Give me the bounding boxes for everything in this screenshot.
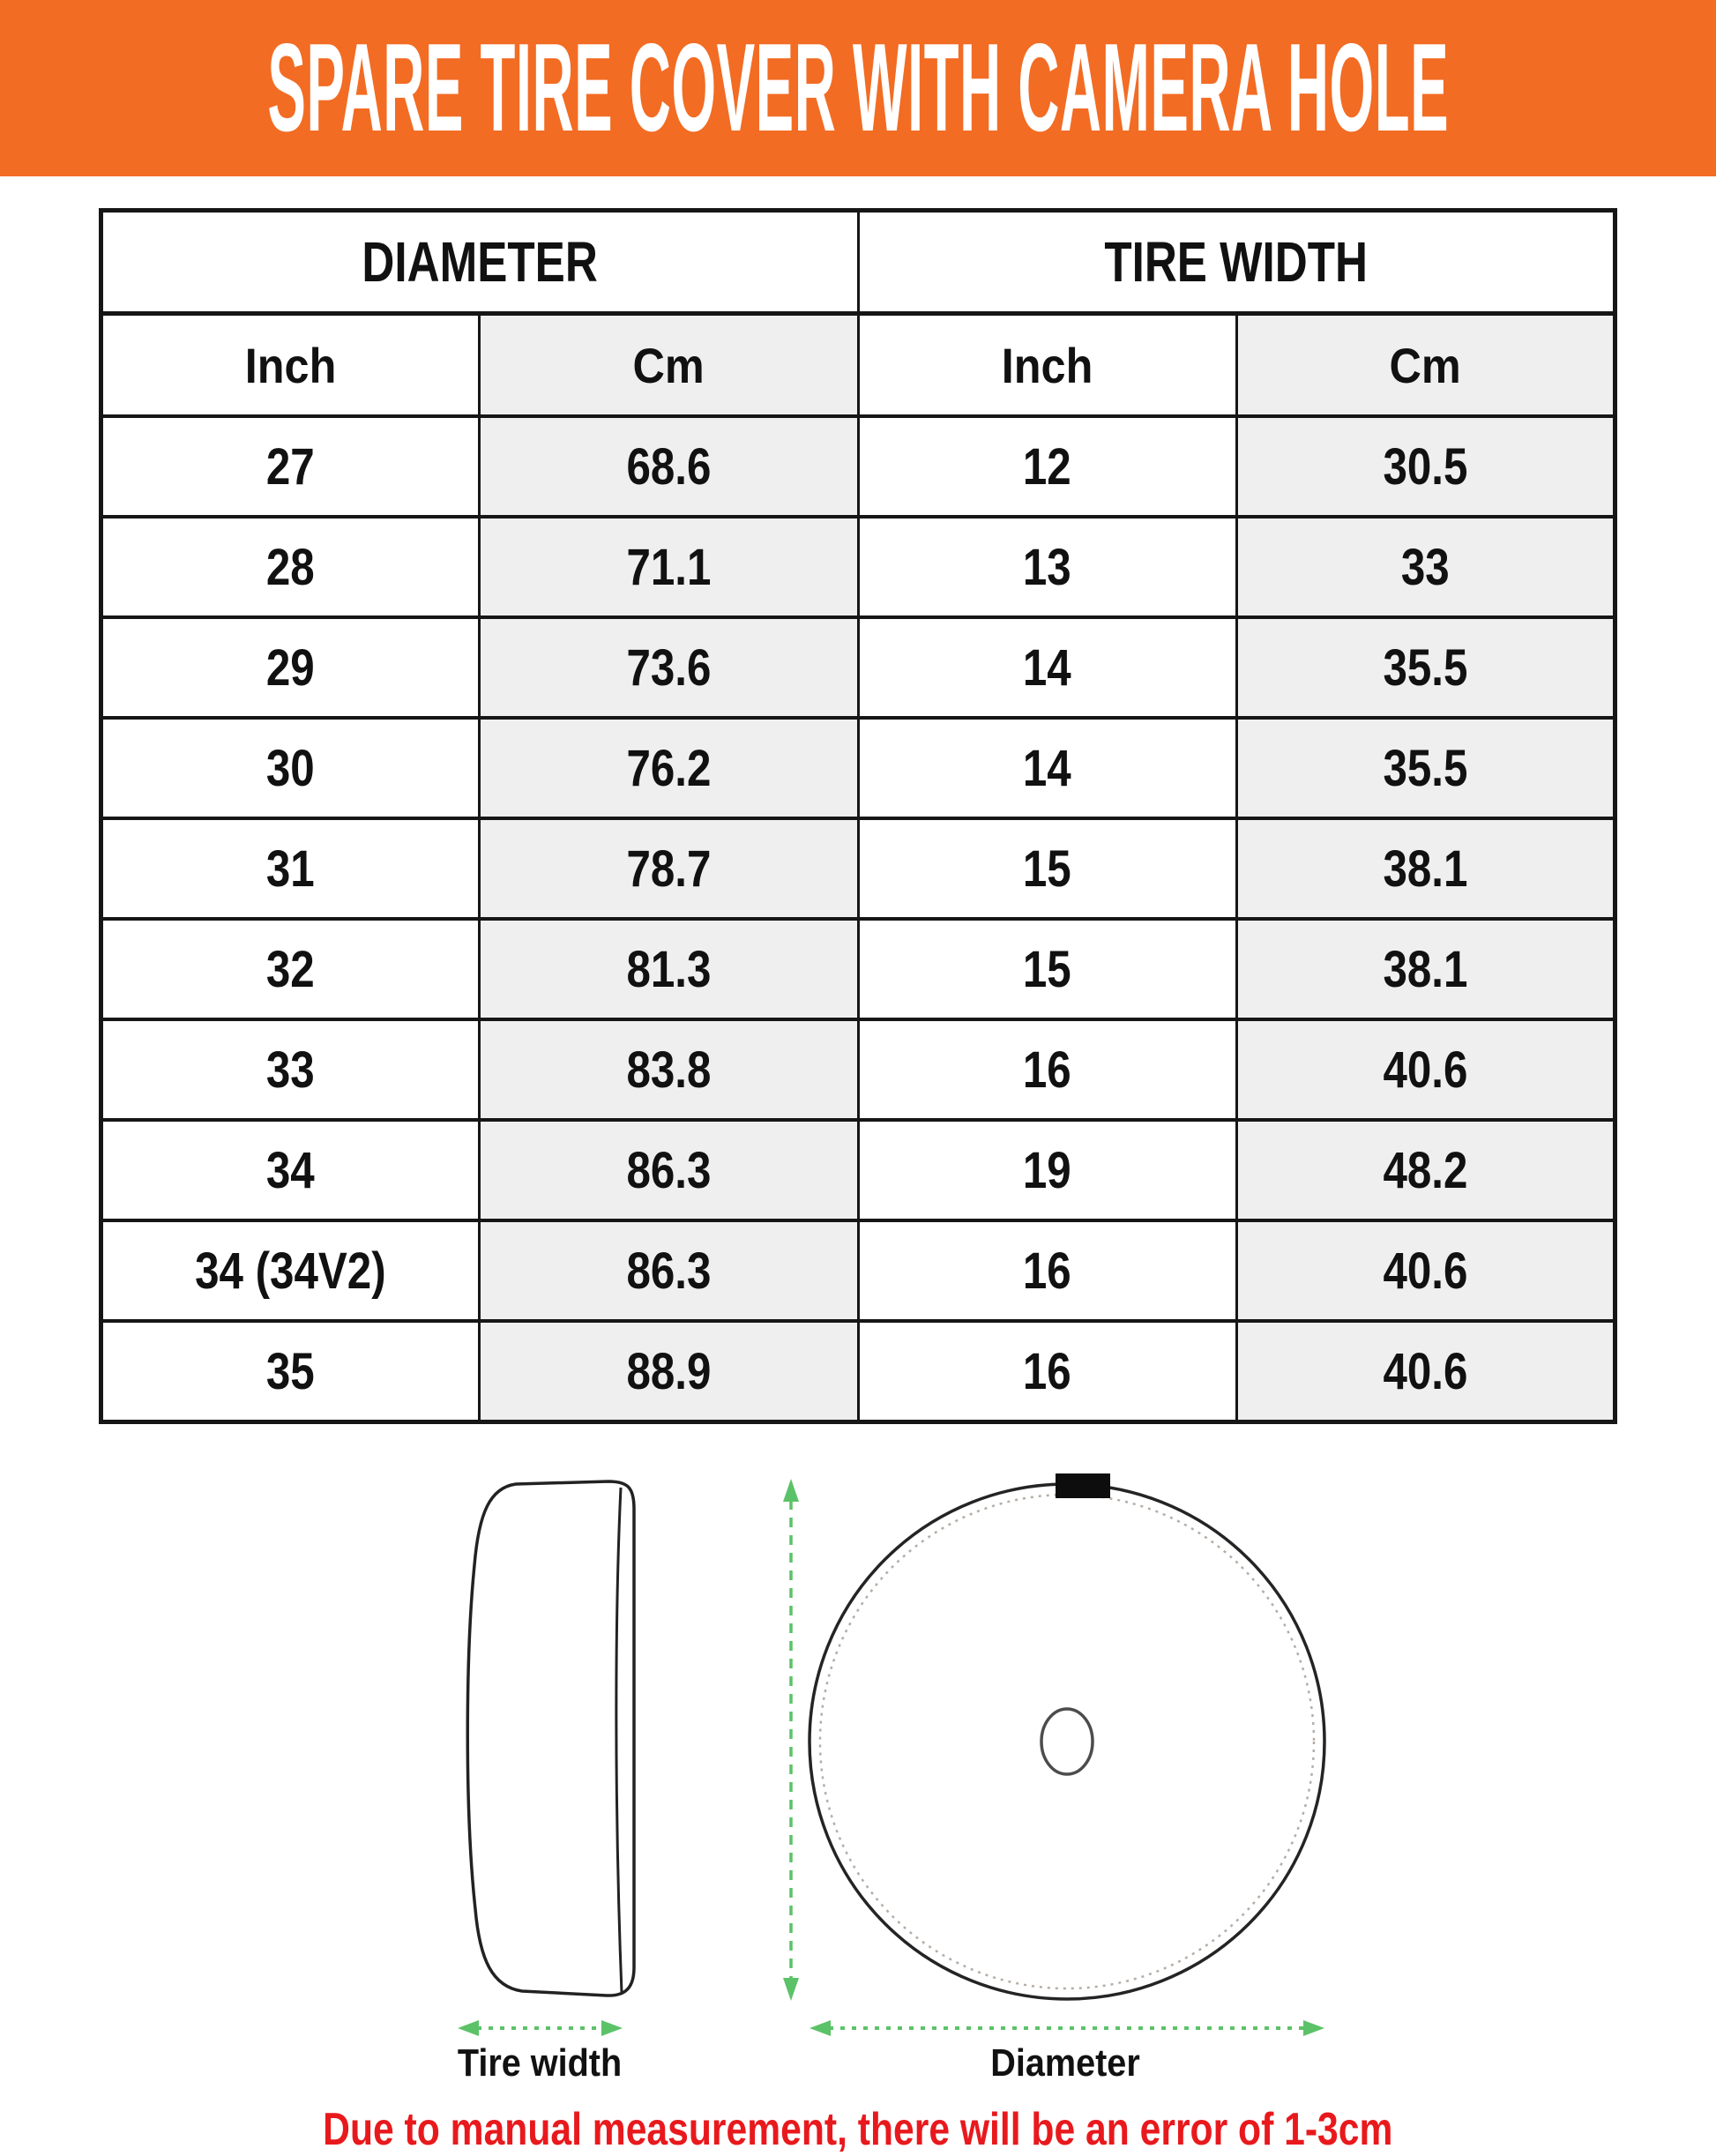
table-cell: 86.3	[480, 1220, 858, 1321]
table-row	[101, 617, 1615, 718]
table-cell: 73.6	[480, 617, 858, 718]
page-title: SPARE TIRE COVER WITH CAMERA HOLE	[267, 18, 1449, 158]
size-table-wrap	[99, 208, 1617, 1424]
table-row	[101, 416, 1615, 517]
size-table-body	[101, 416, 1615, 1422]
table-cell: 81.3	[480, 919, 858, 1019]
table-cell: 30.5	[1236, 416, 1615, 517]
tire-width-cm-header: Cm	[1389, 337, 1461, 393]
table-cell: 76.2	[480, 718, 858, 818]
table-cell: 14	[858, 718, 1236, 818]
table-cell: 16	[858, 1321, 1236, 1422]
table-group-header-row	[101, 211, 1615, 314]
diameter-group-header-cell	[101, 211, 859, 314]
tire-width-group-header: TIRE WIDTH	[1104, 230, 1369, 294]
table-cell: 40.6	[1236, 1321, 1615, 1422]
table-cell: 48.2	[1236, 1120, 1615, 1220]
table-cell: 15	[858, 919, 1236, 1019]
table-cell: 12	[858, 416, 1236, 517]
diameter-label: Diameter	[990, 2041, 1140, 2085]
tire-width-arrowhead-left-icon	[458, 2020, 479, 2036]
table-cell: 16	[858, 1019, 1236, 1120]
table-row	[101, 818, 1615, 919]
diameter-cm-header-cell	[480, 314, 858, 417]
measurement-note-row	[0, 2103, 1716, 2156]
table-cell: 34 (34V2)	[101, 1220, 480, 1321]
tire-width-label: Tire width	[457, 2041, 623, 2085]
size-table	[99, 208, 1617, 1424]
table-cell: 35.5	[1236, 617, 1615, 718]
tire-width-cm-header-cell	[1236, 314, 1615, 417]
tire-width-inch-header-cell	[858, 314, 1236, 417]
tire-width-inch-header: Inch	[1001, 337, 1093, 393]
diameter-cm-header: Cm	[632, 337, 705, 393]
table-cell: 34	[101, 1120, 480, 1220]
diameter-arrowhead-left-icon	[810, 2020, 831, 2036]
table-subheader-row	[101, 314, 1615, 417]
table-cell: 15	[858, 818, 1236, 919]
tire-width-group-header-cell	[858, 211, 1615, 314]
table-cell: 83.8	[480, 1019, 858, 1120]
table-cell: 38.1	[1236, 919, 1615, 1019]
table-cell: 78.7	[480, 818, 858, 919]
table-row	[101, 1120, 1615, 1220]
table-cell: 35.5	[1236, 718, 1615, 818]
table-cell: 19	[858, 1120, 1236, 1220]
table-cell: 35	[101, 1321, 480, 1422]
tire-side-view-outline	[467, 1481, 634, 1996]
table-cell: 32	[101, 919, 480, 1019]
table-cell: 16	[858, 1220, 1236, 1321]
table-cell: 71.1	[480, 517, 858, 617]
table-cell: 86.3	[480, 1120, 858, 1220]
diameter-inch-header: Inch	[244, 337, 337, 393]
diameter-group-header: DIAMETER	[362, 230, 598, 294]
camera-hole-marker	[1056, 1473, 1110, 1498]
table-cell: 33	[1236, 517, 1615, 617]
table-cell: 29	[101, 617, 480, 718]
table-row	[101, 1019, 1615, 1120]
table-cell: 40.6	[1236, 1220, 1615, 1321]
table-cell: 38.1	[1236, 818, 1615, 919]
table-row	[101, 1321, 1615, 1422]
center-camera-hole	[1041, 1709, 1093, 1774]
table-cell: 33	[101, 1019, 480, 1120]
table-cell: 40.6	[1236, 1019, 1615, 1120]
table-cell: 14	[858, 617, 1236, 718]
diameter-arrowhead-right-icon	[1303, 2020, 1324, 2036]
table-row	[101, 517, 1615, 617]
tire-width-arrowhead-right-icon	[601, 2020, 623, 2036]
arrowhead-up-icon	[783, 1479, 799, 1502]
table-cell: 27	[101, 416, 480, 517]
table-cell: 88.9	[480, 1321, 858, 1422]
measurement-note: Due to manual measurement, there will be an error of 1-3cm	[323, 2104, 1393, 2155]
arrowhead-down-icon	[783, 1978, 799, 2001]
table-row	[101, 718, 1615, 818]
measurement-diagram	[0, 1424, 1716, 2091]
header-banner	[0, 0, 1716, 176]
table-row	[101, 1220, 1615, 1321]
table-cell: 30	[101, 718, 480, 818]
diameter-inch-header-cell	[101, 314, 480, 417]
table-cell: 68.6	[480, 416, 858, 517]
table-row	[101, 919, 1615, 1019]
table-cell: 31	[101, 818, 480, 919]
table-cell: 13	[858, 517, 1236, 617]
table-cell: 28	[101, 517, 480, 617]
